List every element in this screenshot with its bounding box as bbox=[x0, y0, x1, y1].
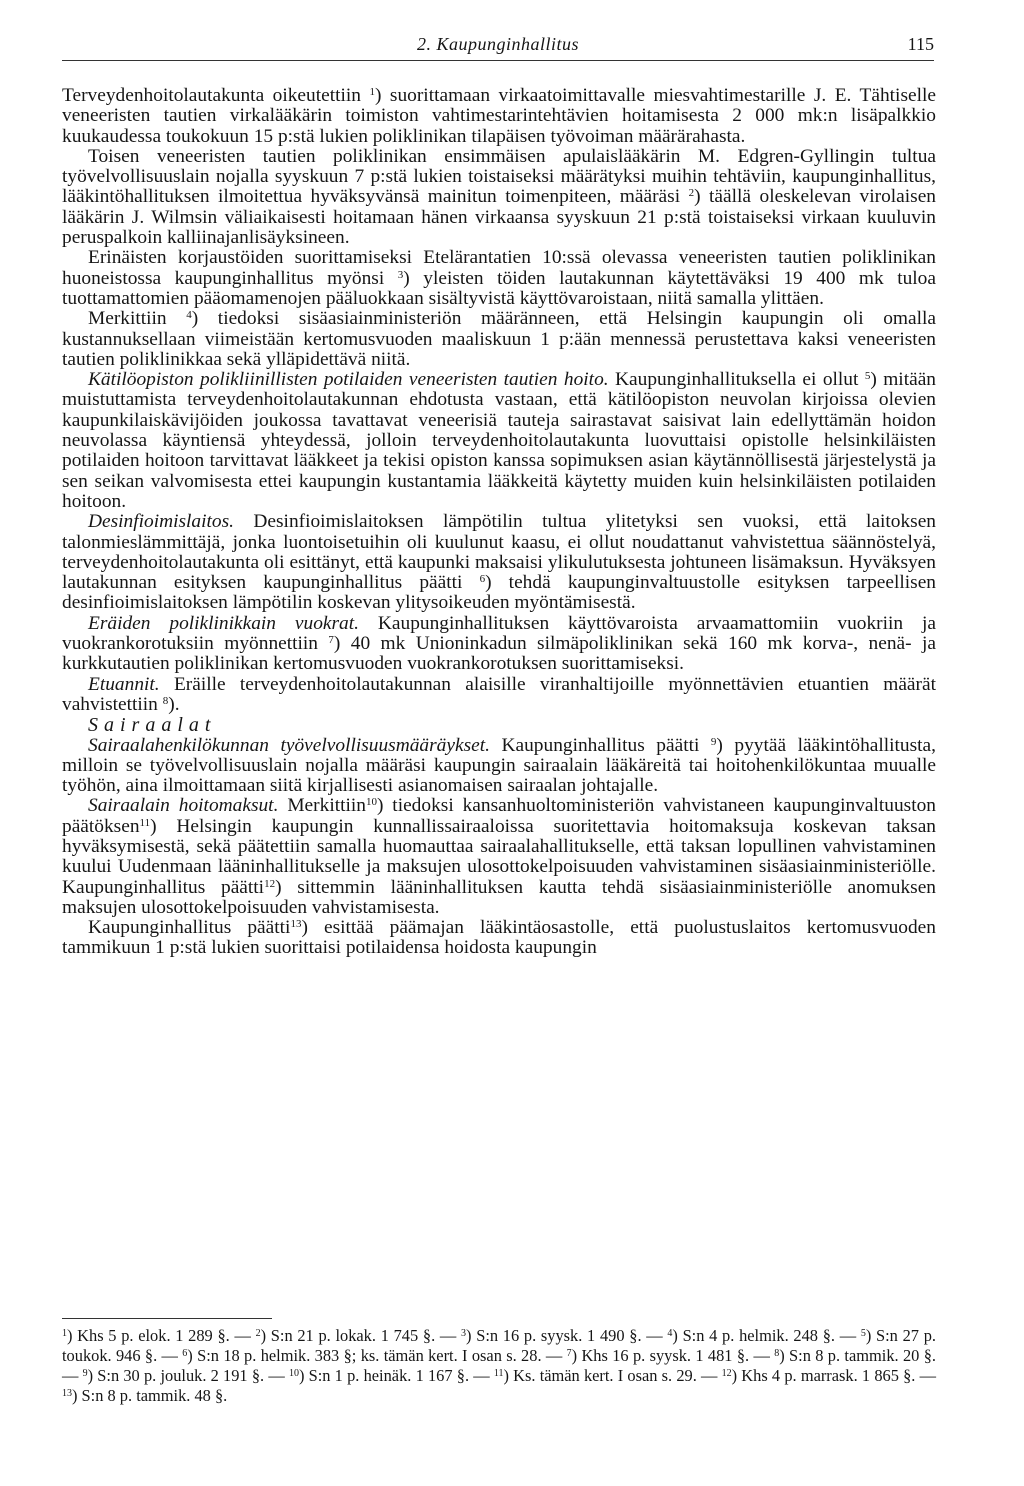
text-span: ). bbox=[168, 693, 180, 715]
body-text bbox=[62, 86, 936, 959]
footnote-text: ) S:n 30 p. jouluk. 2 191 §. — bbox=[87, 1366, 289, 1385]
paragraph-lead: Sairaalahenkilökunnan työvelvollisuusmääräykset. bbox=[88, 734, 490, 756]
footnote-divider bbox=[62, 1318, 272, 1319]
footnote-ref: 10 bbox=[365, 796, 377, 809]
footnote-text: ) Khs 4 p. marrask. 1 865 §. — bbox=[731, 1366, 937, 1385]
text-span: ) tiedoksi kansanhuoltoministeriön vahvistaneen kaupunginvaltuuston päätöksen bbox=[62, 795, 936, 837]
footnote-text: ) S:n 21 p. lokak. 1 745 §. — bbox=[260, 1326, 462, 1345]
footnote-ref: 5 bbox=[864, 370, 871, 383]
footnote-number: 3 bbox=[461, 1328, 467, 1339]
paragraph bbox=[62, 736, 936, 797]
footnote-ref: 9 bbox=[710, 735, 717, 748]
paragraph-lead: Desinfioimislaitos. bbox=[88, 511, 234, 533]
text-span: Desinfioimislaitoksen lämpötilin tultua ylitetyksi sen vuoksi, että laitoksen talonmieslämmittäjä, jonka luontoisetuihin oli kuulunut kaasu, ei ollut noudattanut vahvistettua säännöstelyä, terveydenhoitolautakunta oli esittänyt, että kaupunki maksaisi ylikulutuksesta johtuneen lisämaksun. Hyväksyen lautakunnan esityksen kaupunginhallitus päätti bbox=[62, 511, 936, 594]
paragraph bbox=[62, 796, 936, 918]
text-span: Toisen veneeristen tautien poliklinikan ensimmäisen apulaislääkärin M. Edgren-Gyllingin tultua työvelvollisuuslain nojalla syyskuun 7 p:stä lukien toistaiseksi määrätyksi muihin tehtäviin, kaupunginhallitus, lääkintöhallituksen ilmoitettua hyväksyvänsä mainitun toimenpiteen, määräsi bbox=[62, 145, 936, 208]
paragraph bbox=[62, 309, 936, 370]
footnote-number: 12 bbox=[721, 1368, 732, 1379]
text-span: Kaupunginhallitus päätti bbox=[489, 734, 700, 756]
footnotes bbox=[62, 1326, 936, 1406]
footnote-text: ) S:n 8 p. tammik. 20 §. — bbox=[62, 1346, 936, 1385]
footnote-ref: 1 bbox=[369, 86, 375, 98]
footnote-text: ) Khs 5 p. elok. 1 289 §. — bbox=[67, 1326, 256, 1345]
footnote-text: ) Khs 16 p. syysk. 1 481 §. — bbox=[571, 1346, 775, 1365]
footnote-ref: 13 bbox=[290, 918, 302, 931]
text-span: Merkittiin bbox=[88, 308, 167, 330]
text-span: ) sittemmin lääninhallituksen kautta tehdä sisäasiainministeriölle anomuksen maksujen ulosottokelpoisuuden vahvistamisesta. bbox=[62, 876, 936, 918]
paragraph-lead: Etuannit. bbox=[88, 673, 160, 695]
footnote-number: 6 bbox=[182, 1348, 188, 1359]
footnote-ref: 8 bbox=[162, 694, 169, 707]
text-span: Kaupunginhallituksella ei ollut bbox=[608, 369, 859, 391]
footnote-number: 9 bbox=[82, 1368, 88, 1379]
footnote-text: ) Ks. tämän kert. I osan s. 29. — bbox=[503, 1366, 722, 1385]
text-span: Kaupunginhallituksen käyttövaroista arvaamattomiin vuokriin ja vuokrankorotuksiin myönnettiin bbox=[62, 612, 936, 655]
paragraph bbox=[62, 918, 936, 959]
footnote-number: 4 bbox=[667, 1328, 673, 1339]
text-span: ) suorittamaan virkaatoimittavalle miesvahtimestarille J. E. Tähtiselle veneeristen tautien virkalääkärin toimiston vahtimestarintehtävien hoitamisesta 2 000 mk:n lisäpalkkio kuukaudessa toukokuun 15 p:stä lukien poliklinikan tilapäisen työvoiman määrärahasta. bbox=[62, 85, 936, 147]
footnote-ref: 6 bbox=[479, 573, 486, 586]
footnote-number: 1 bbox=[62, 1328, 67, 1339]
running-title: 2. Kaupunginhallitus bbox=[416, 34, 579, 54]
text-span: ) 40 mk Unioninkadun silmäpoliklinikan sekä 160 mk korva-, nenä- ja kurkkutautien poliklinikan kertomusvuoden vuokrankorotuksen suorittamiseksi. bbox=[62, 633, 936, 675]
page-header bbox=[62, 32, 934, 61]
footnote-number: 13 bbox=[62, 1388, 72, 1399]
paragraph bbox=[62, 675, 936, 716]
paragraph bbox=[62, 86, 936, 147]
text-span: ) tiedoksi sisäasiainministeriön määränneen, että Helsingin kaupungin oli omalla kustannuksellaan viimeistään kertomusvuoden maaliskuun 1 p:ään mennessä perustettava kaksi veneeristen tautien poliklinikkaa sekä ylläpidettävä niitä. bbox=[62, 308, 936, 370]
text-span: Eräille terveydenhoitolautakunnan alaisille viranhaltijoille myönnettävien etuantien määrät vahvistettiin bbox=[62, 673, 936, 715]
paragraph-lead: Kätilöopiston polikliinillisten potilaiden veneeristen tautien hoito. bbox=[88, 369, 609, 391]
paragraph bbox=[62, 248, 936, 309]
footnote-text: ) S:n 27 p. toukok. 946 §. — bbox=[62, 1326, 936, 1365]
text-span: ) yleisten töiden lautakunnan käytettäväksi 19 400 mk tuloa tuottamattomien pääomamenojen pääluokkaan sisältyvistä käyttövaroistaan, niitä samalla ylittäen. bbox=[62, 267, 936, 309]
footnote-text: ) S:n 18 p. helmik. 383 §; ks. tämän kert. I osan s. 28. — bbox=[187, 1346, 567, 1365]
paragraph bbox=[62, 512, 936, 613]
section-title: Sairaalat bbox=[88, 714, 217, 737]
footnote-number: 11 bbox=[493, 1368, 504, 1379]
paragraph bbox=[62, 370, 936, 512]
footnote-number: 2 bbox=[255, 1328, 261, 1339]
text-span: ) mitään muistuttamista terveydenhoitolautakunnan ehdotusta vastaan, että kätilöopiston neuvolan kirjoissa olevien kaupunkilaiskävijöiden joukossa tavattavat veneerisiä tauteja sairastavat saisivat lain edellyttämän hoidon neuvolassa käyntiensä yhteydessä, jolloin terveydenhoitolautakunta luovuttaisi opistolle helsinkiläisten potilaiden hoitoon tarvittavat lääkkeet ja tekisi opiston kanssa sopimuksen asian käytännöllisestä järjestelystä ja sen seikan valvomisesta ettei kaupungin kustantamia lääkkeitä käytetty muiden kuin helsinkiläisten potilaiden hoitoon. bbox=[62, 369, 936, 512]
footnote-ref: 3 bbox=[397, 268, 404, 281]
footnote-number: 10 bbox=[288, 1368, 299, 1379]
footnote-number: 5 bbox=[860, 1328, 866, 1339]
footnote-text: ) S:n 4 p. helmik. 248 §. — bbox=[672, 1326, 861, 1345]
footnote-text: ) S:n 16 p. syysk. 1 490 §. — bbox=[466, 1326, 668, 1345]
text-span: ) täällä oleskelevan virolaisen lääkärin J. Wilmsin väliaikaisesti hoitamaan hänen virkaansa syyskuun 21 p:stä toistaiseksi virkaan kuuluvin peruspalkoin kalliinajanlisäyksineen. bbox=[62, 186, 936, 249]
footnote-number: 8 bbox=[774, 1348, 780, 1359]
text-span: ) tehdä kaupunginvaltuustolle esityksen tarpeellisen desinfioimislaitoksen lämpötilin koskevan ylitysoikeuden myöntämisestä. bbox=[62, 572, 937, 614]
footnote-ref: 12 bbox=[264, 877, 276, 890]
page-number: 115 bbox=[907, 34, 934, 54]
paragraph bbox=[62, 614, 936, 675]
text-span: Kaupunginhallitus päätti bbox=[88, 917, 291, 939]
footnote-text: ) S:n 8 p. tammik. 48 §. bbox=[72, 1386, 228, 1405]
paragraph-lead: Eräiden poliklinikkain vuokrat. bbox=[88, 612, 359, 634]
text-span: Terveydenhoitolautakunta oikeutettiin bbox=[62, 85, 361, 106]
text-span: Merkittiin bbox=[278, 795, 366, 817]
text-span: ) Helsingin kaupungin kunnallissairaaloissa suoritettavia hoitomaksuja koskevan taksan hyväksymisestä, sekä päätettiin samalla huomauttaa sairaalahallitukselle, että taksan lopullinen vahvistaminen kuului Uudenmaan lääninhallitukselle ja maksujen ulosottokelpoisuuden vahvistaminen sisäasiainministeriölle. Kaupunginhallitus päätti bbox=[62, 815, 936, 898]
text-span: ) pyytää lääkintöhallitusta, milloin se työvelvollisuuslain nojalla määräsi kaupungin sairaalain lääkäreitä tai hoitohenkilökuntaa muualle työhön, aina ilmoittamaan siitä kirjallisesti asianomaisen sairaalan johtajalle. bbox=[62, 734, 937, 797]
footnote-ref: 2 bbox=[688, 187, 695, 200]
footnote-ref: 7 bbox=[328, 634, 334, 647]
footnote-text: ) S:n 1 p. heinäk. 1 167 §. — bbox=[298, 1366, 494, 1385]
footnote-number: 7 bbox=[566, 1348, 572, 1359]
text-span: Erinäisten korjaustöiden suorittamiseksi Etelärantatien 10:ssä olevassa veneeristen tautien poliklinikan huoneistossa kaupunginhallitus myönsi bbox=[62, 247, 936, 289]
paragraph-lead: Sairaalain hoitomaksut. bbox=[88, 795, 279, 817]
footnote-ref: 11 bbox=[139, 816, 151, 829]
paragraph bbox=[62, 147, 936, 248]
footnote-ref: 4 bbox=[186, 309, 192, 322]
text-span: ) esittää päämajan lääkintäosastolle, että puolustuslaitos kertomusvuoden tammikuun 1 p:stä lukien suorittaisi potilaidensa hoidosta kaupungin bbox=[62, 917, 936, 959]
